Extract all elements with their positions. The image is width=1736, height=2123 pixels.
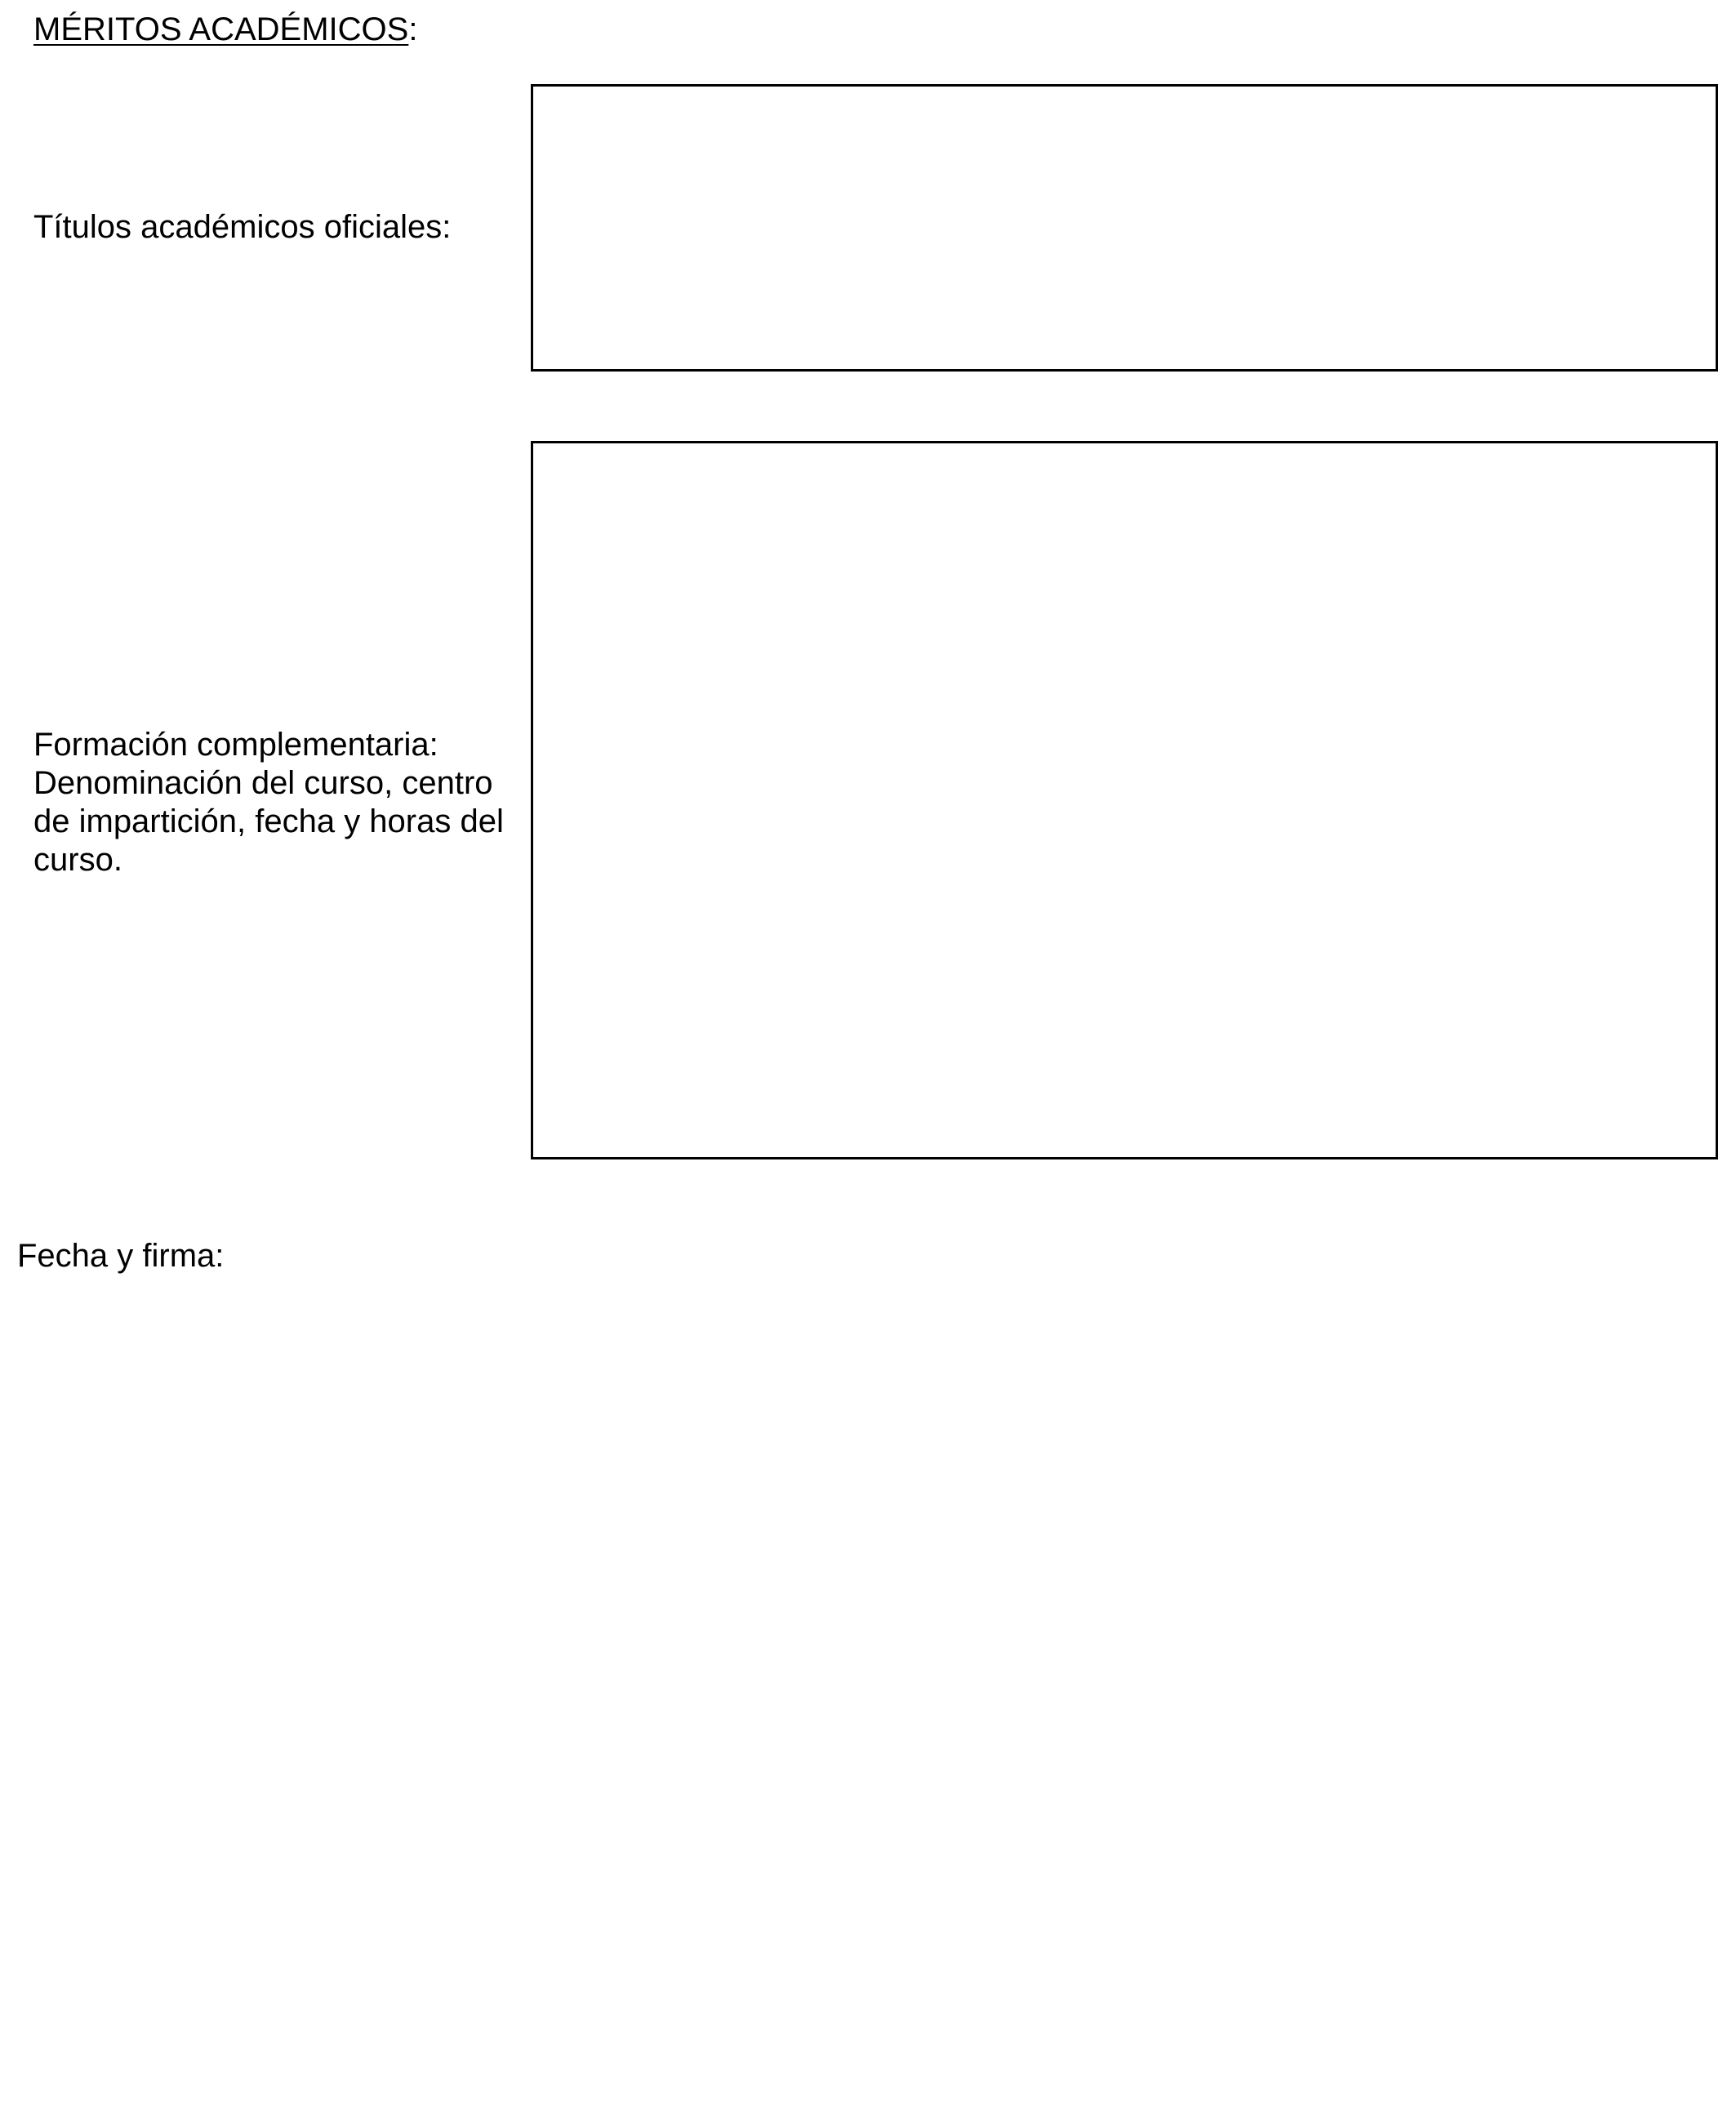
formacion-label-description: Denominación del curso, centro de impartición, fecha y horas del curso. bbox=[33, 765, 504, 878]
section-heading-colon: : bbox=[408, 11, 418, 47]
formacion-label bbox=[33, 726, 523, 879]
titulos-label: Títulos académicos oficiales: bbox=[33, 209, 452, 245]
signature-label: Fecha y firma: bbox=[17, 1238, 225, 1274]
titulos-field[interactable] bbox=[531, 84, 1718, 372]
formacion-field[interactable] bbox=[531, 441, 1718, 1159]
section-heading bbox=[33, 8, 417, 51]
formacion-label-title: Formación complementaria: bbox=[33, 727, 438, 763]
section-heading-text: MÉRITOS ACADÉMICOS bbox=[33, 11, 409, 47]
